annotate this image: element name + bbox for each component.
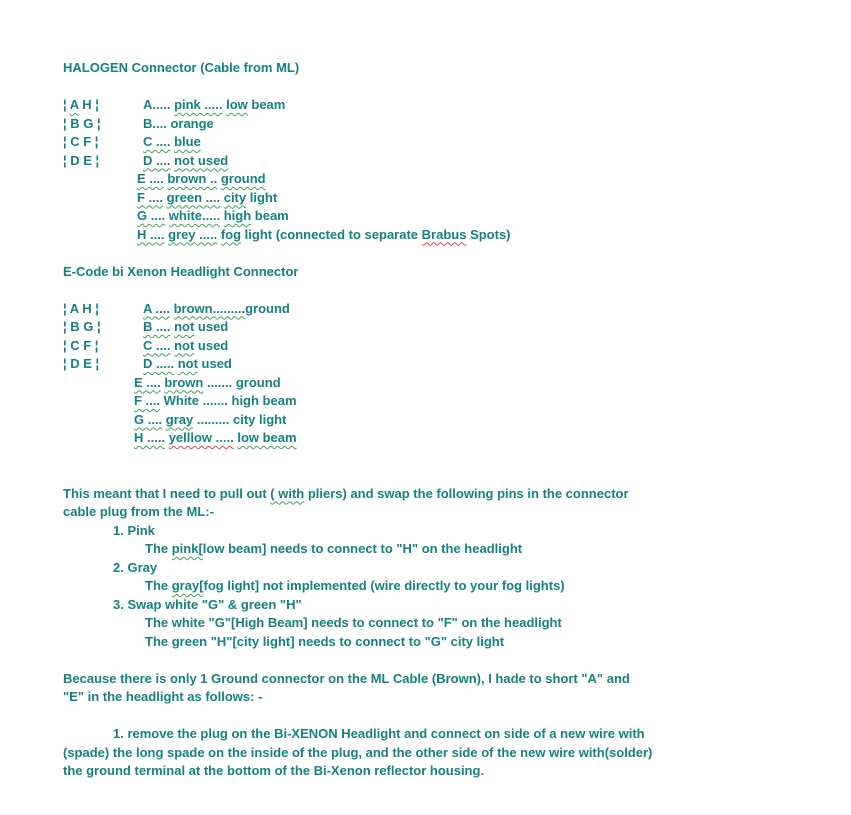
- grammar-flagged-text: green ....: [166, 189, 221, 205]
- text-segment: ¦ C F ¦: [63, 134, 99, 149]
- text-segment: light (connected to separate: [241, 226, 422, 242]
- connector-box-cell: [63, 337, 143, 356]
- connector-pin-line: [137, 189, 821, 208]
- text-segment: 3. Swap white "G" & green "H": [113, 596, 302, 612]
- connector-pin-line: [134, 429, 821, 448]
- text-segment: beam: [247, 97, 286, 112]
- grammar-flagged-text: gray[: [171, 578, 204, 593]
- text-segment: ¦ C F ¦: [63, 337, 99, 353]
- paragraph-line: [145, 540, 821, 559]
- text-segment: The: [145, 541, 172, 556]
- connector-pin-line: [63, 96, 821, 115]
- text-segment: ¦ B G ¦: [63, 319, 101, 334]
- text-segment: HALOGEN Connector (Cable from ML): [63, 60, 300, 75]
- grammar-flagged-text: ( with: [270, 485, 305, 501]
- grammar-flagged-text: fog: [220, 226, 242, 242]
- connector-pin-line: [137, 226, 821, 245]
- grammar-flagged-text: A ....: [143, 300, 170, 316]
- connector-pin-line: [134, 411, 821, 430]
- paragraph-line: [113, 596, 821, 615]
- text-segment: 2. Gray: [113, 559, 158, 575]
- grammar-flagged-text: F ....: [134, 393, 160, 408]
- grammar-flagged-text: grey .....: [168, 226, 218, 242]
- grammar-flagged-text: not used: [174, 152, 229, 168]
- connector-pin-line: [137, 170, 821, 189]
- connector-pin-line: [134, 374, 821, 393]
- text-segment: E-Code bi Xenon Headlight Connector: [63, 263, 299, 279]
- grammar-flagged-text: A: [69, 97, 79, 112]
- text-segment: ¦ D E ¦: [63, 356, 100, 371]
- blank-line: [63, 651, 821, 670]
- paragraph-line: [63, 762, 821, 781]
- text-segment: ground: [245, 300, 290, 316]
- text-segment: The green "H"[city light] needs to connect to "G" city light: [145, 633, 505, 649]
- text-segment: fog light] not implemented (wire directly to your fog lights): [203, 578, 565, 593]
- grammar-flagged-text: G ....: [134, 411, 163, 427]
- connector-pin-line: [63, 337, 821, 356]
- blank-line: [63, 448, 821, 467]
- paragraph-line: [145, 614, 821, 633]
- connector-pin-line: [63, 355, 821, 374]
- connector-box-cell: [63, 96, 143, 115]
- connector-pin-line: [63, 115, 821, 134]
- grammar-flagged-text: not: [174, 337, 195, 353]
- text-segment: 1. Pink: [113, 522, 155, 538]
- text-segment: ¦ B G ¦: [63, 115, 101, 131]
- blank-line: [63, 466, 821, 485]
- grammar-flagged-text: H .....: [134, 430, 166, 445]
- connector-pin-line: [63, 318, 821, 337]
- connector-box-cell: [63, 152, 143, 171]
- grammar-flagged-text: F ....: [137, 189, 163, 205]
- blank-line: [63, 244, 821, 263]
- grammar-flagged-text: blue: [174, 134, 201, 149]
- grammar-flagged-text: city: [223, 189, 247, 205]
- paragraph-line: [63, 485, 821, 504]
- text-segment: light: [246, 189, 278, 205]
- text-segment: This meant that I need to pull out: [63, 485, 271, 501]
- text-segment: H ¦: [78, 97, 99, 112]
- connector-pin-line: [63, 300, 821, 319]
- ecode-bixenon-heading: [63, 263, 821, 282]
- text-segment: 1. remove the plug on the Bi-XENON Headlight and connect on side of a new wire with: [113, 726, 645, 741]
- misspelled-text: Brabus: [421, 226, 467, 242]
- paragraph-line: [145, 633, 821, 652]
- paragraph-line: [113, 522, 821, 541]
- text-segment: ¦ D E ¦: [63, 152, 100, 168]
- text-segment: low beam] needs to connect to "H" on the headlight: [202, 541, 523, 556]
- text-segment: beam: [251, 208, 289, 223]
- connector-box-cell: [63, 133, 143, 152]
- grammar-flagged-text: not: [174, 319, 195, 334]
- grammar-flagged-text: brown.........: [173, 300, 246, 316]
- connector-pin-line: [63, 152, 821, 171]
- grammar-flagged-text: low: [226, 97, 248, 112]
- paragraph-line: [63, 503, 821, 522]
- grammar-flagged-text: pink[: [171, 541, 203, 556]
- text-segment: cable plug from the ML:-: [63, 504, 214, 519]
- blank-line: [63, 78, 821, 97]
- grammar-flagged-text: not: [177, 356, 198, 371]
- text-segment: The white "G"[High Beam] needs to connect to "F" on the headlight: [145, 615, 562, 630]
- grammar-flagged-text: C ....: [143, 337, 171, 353]
- grammar-flagged-text: pink .....: [174, 97, 223, 112]
- paragraph-line: [63, 670, 821, 689]
- grammar-flagged-text: G ....: [137, 208, 166, 223]
- text-segment: used: [194, 337, 229, 353]
- text-segment: the ground terminal at the bottom of the Bi-Xenon reflector housing.: [63, 763, 485, 778]
- connector-box-cell: [63, 300, 143, 319]
- grammar-flagged-text: D ....: [143, 152, 171, 168]
- paragraph-line: [63, 744, 821, 763]
- paragraph-line: [113, 725, 821, 744]
- paragraph-line: [145, 577, 821, 596]
- paragraph-line: [113, 559, 821, 578]
- text-segment: ¦: [63, 97, 70, 112]
- connector-pin-line: [134, 392, 821, 411]
- text-segment: ......... city light: [193, 411, 287, 427]
- connector-box-cell: [63, 355, 143, 374]
- text-segment: (spade) the long spade on the inside of the plug, and the other side of the new wire with(solder): [63, 744, 653, 760]
- text-segment: Because there is only 1 Ground connector on the ML Cable (Brown), I hade to short "A" and: [63, 670, 630, 686]
- connector-pin-line: [137, 207, 821, 226]
- text-segment: White ....... high beam: [160, 393, 297, 408]
- grammar-flagged-text: gray: [165, 411, 194, 427]
- blank-line: [63, 707, 821, 726]
- misspelled-text: yelllow .....: [168, 430, 234, 445]
- grammar-flagged-text: high: [223, 208, 252, 223]
- text-segment: B.... orange: [143, 115, 214, 131]
- paragraph-line: [63, 688, 821, 707]
- text-segment: "E" in the headlight as follows: -: [63, 689, 263, 704]
- text-segment: ....... ground: [203, 374, 281, 390]
- grammar-flagged-text: low beam: [237, 430, 297, 445]
- grammar-flagged-text: E ....: [134, 374, 161, 390]
- grammar-flagged-text: brown: [164, 374, 204, 390]
- grammar-flagged-text: C ....: [143, 134, 171, 149]
- blank-line: [63, 281, 821, 300]
- grammar-flagged-text: B ....: [143, 319, 171, 334]
- grammar-flagged-text: ground: [220, 171, 266, 186]
- text-segment: pliers) and swap the following pins in the connector: [304, 485, 629, 501]
- text-segment: used: [197, 356, 232, 371]
- text-segment: The: [145, 578, 172, 593]
- grammar-flagged-text: E ....: [137, 171, 164, 186]
- text-segment: ¦ A H ¦: [63, 300, 99, 316]
- grammar-flagged-text: brown ..: [167, 171, 218, 186]
- connector-box-cell: [63, 115, 143, 134]
- connector-pin-line: [63, 133, 821, 152]
- connector-box-cell: [63, 318, 143, 337]
- grammar-flagged-text: white.....: [168, 208, 221, 223]
- grammar-flagged-text: H ....: [137, 226, 165, 242]
- text-segment: A.....: [143, 97, 175, 112]
- grammar-flagged-text: D .....: [143, 356, 175, 371]
- halogen-connector-heading: [63, 59, 821, 78]
- text-segment: Spots): [466, 226, 511, 242]
- text-segment: used: [194, 319, 229, 334]
